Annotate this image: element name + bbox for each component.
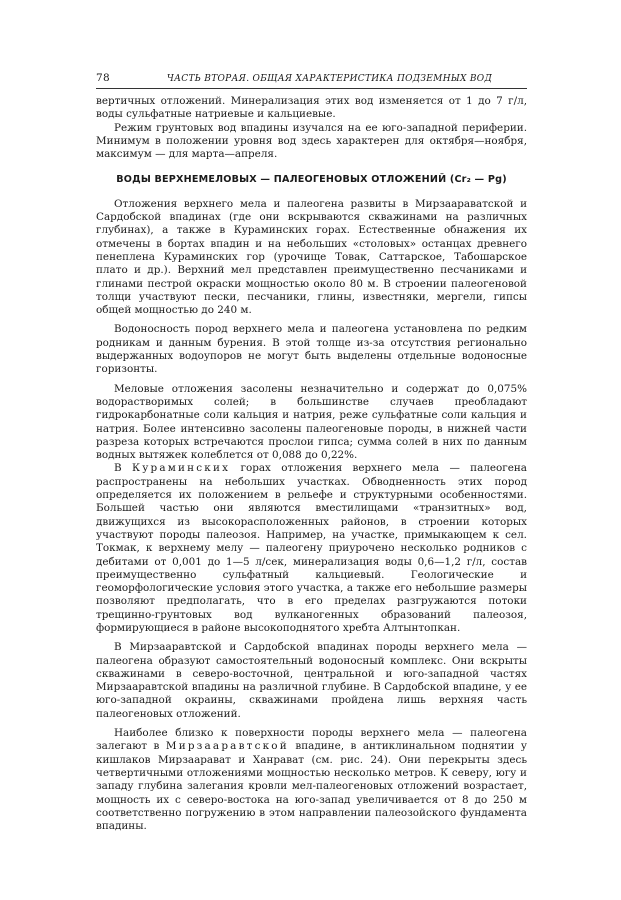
paragraph-water-content: Водоносность пород верхнего мела и палеогена установлена по редким родникам и данным бурения. В этой толще из-за отсутствия регионально выдержанных водоупоров не могут быть выделены отдельные водоносные горизонты. bbox=[96, 323, 527, 376]
paragraph-distribution: Отложения верхнего мела и палеогена развиты в Мирзаараватской и Сардобской впадинах (где они вскрываются скважинами на различных глубинах), а также в Кураминских горах. Естественные обнажения их отмечены в бортах впадин и на небольших «столовых» останцах древнего пенеплена Кураминских гор (урочище Товак, Саттарское, Табошарское плато и др.). Верхний мел представлен преимущественно песчаниками и глинами пестрой окраски мощностью около 80 м. В строении палеогеновой толщи участвуют пески, песчаники, глины, известняки, мергели, гипсы общей мощностью до 240 м. bbox=[96, 197, 527, 317]
emphasis-kuramin: Кураминских bbox=[131, 462, 231, 475]
paragraph-basins: В Мирзааравтской и Сардобской впадинах породы верхнего мела — палеогена образуют самостоятельный водоносный комплекс. Они вскрыты скважинами в северо-восточной, центральной и юго-западной частях Мирзааравтской впадины на различной глубине. В Сардобской впадине, у ее юго-западной окраины, скважинами пройдена лишь верхняя часть палеогеновых отложений. bbox=[96, 641, 527, 720]
running-title: ЧАСТЬ ВТОРАЯ. ОБЩАЯ ХАРАКТЕРИСТИКА ПОДЗЕМНЫХ ВОД bbox=[166, 74, 493, 84]
paragraph-depth bbox=[96, 727, 527, 833]
emphasis-mirzaaravat: Мирзааравтской bbox=[165, 740, 289, 753]
paragraph-depth-rest: впадине, в антиклинальном поднятии у кишлаков Мирзаарават и Ханрават (см. рис. 24). Они перекрыты здесь четвертичными отложениями мощностью несколько метров. К северу, югу и западу глубина залегания кровли мел-палеогеновых отложений возрастает, мощность их с северо-востока на юго-запад увеличивается от 8 до 250 м соответственно погружению в этом направлении палеозойского фундамента впадины. bbox=[96, 740, 527, 833]
page-number: 78 bbox=[96, 72, 110, 84]
paragraph-kuramin-rest: горах отложения верхнего мела — палеогена распространены на небольших участках. Обводненность этих пород определяется их положением в рельефе и структурными особенностями. Большей частью они являются вместилищами «транзитных» вод, движущихся из высокорасположенных районов, в строении которых участвуют породы палеозоя. Например, на участке, примыкающем к сел. Токмак, к верхнему мелу — палеогену приурочено несколько родников с дебитами от 0,001 до 1—5 л/сек, минерализация воды 0,6—1,2 г/л, состав преимущественно сульфатный кальциевый. Геологические и геоморфологические условия этого участка, а также его небольшие размеры позволяют предполагать, что в его пределах разгружаются потоки трещинно-грунтовых вод вулканогенных образований палеозоя, формирующиеся в районе высокоподнятого хребта Алтынтопкан. bbox=[96, 462, 527, 634]
paragraph-depth-lead: Наиболее близко к поверхности породы верхнего мела — палеогена залегают в bbox=[96, 727, 527, 753]
paragraph-continuation: вертичных отложений. Минерализация этих вод изменяется от 1 до 7 г/л, воды сульфатные натриевые и кальциевые. bbox=[96, 95, 527, 121]
paragraph-salinity: Меловые отложения засолены незначительно и содержат до 0,075% водорастворимых солей; в большинстве случаев преобладают гидрокарбонатные соли кальция и натрия, реже сульфатные соли кальция и натрия. Более интенсивно засолены палеогеновые породы, в нижней части разреза которых встречаются прослои гипса; сумма солей в них по данным водных вытяжек колеблется от 0,088 до 0,22%. bbox=[96, 382, 527, 462]
section-heading: ВОДЫ ВЕРХНЕМЕЛОВЫХ — ПАЛЕОГЕНОВЫХ ОТЛОЖЕНИЙ (Cr₂ — Pg) bbox=[116, 174, 507, 186]
paragraph-kuramin-lead: В bbox=[114, 462, 122, 475]
running-header bbox=[96, 72, 527, 89]
body-text bbox=[96, 95, 527, 833]
book-page bbox=[96, 72, 527, 833]
paragraph-regime: Режим грунтовых вод впадины изучался на ее юго-западной периферии. Минимум в положении уровня вод здесь характерен для октября—ноября, максимум — для марта—апреля. bbox=[96, 121, 527, 161]
paragraph-kuramin bbox=[96, 462, 527, 635]
